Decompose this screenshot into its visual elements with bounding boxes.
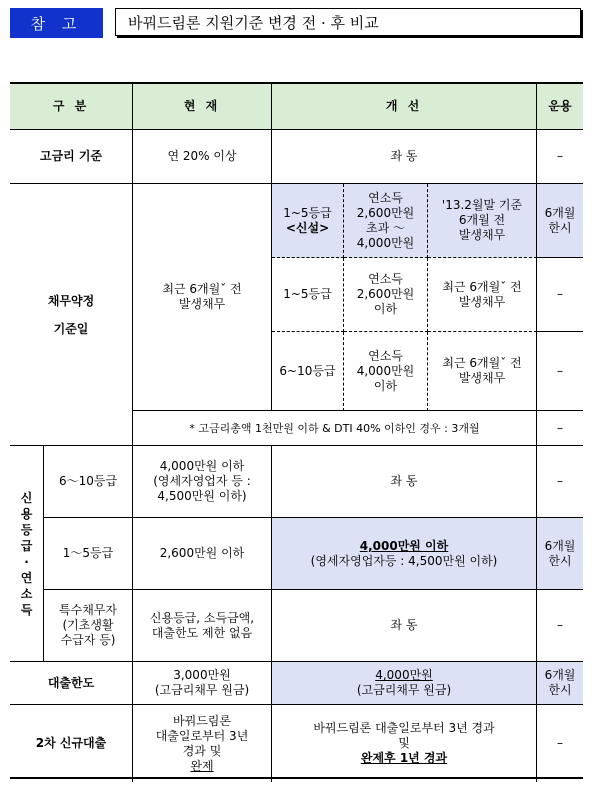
credit-r2-sub: 1～5등급 [44,518,133,590]
debt-sub2-grade: 1~5등급 [272,258,344,332]
debt-sub3-grade: 6~10등급 [272,332,344,411]
header-improved: 개 선 [272,84,537,130]
header-current: 현 재 [133,84,272,130]
credit-r1-operation: – [537,446,583,518]
loan-limit-label: 대출한도 [10,662,133,705]
debt-sub2-condition: 최근 6개월ˇ 전 발생채무 [428,258,537,332]
title-bar [10,8,583,38]
debt-sub1-operation: 6개월 한시 [537,184,583,258]
credit-r2-current: 2,600만원 이하 [133,518,272,590]
credit-r3-operation: – [537,590,583,662]
credit-r2-operation: 6개월 한시 [537,518,583,590]
debt-sub3-condition: 최근 6개월ˇ 전 발생채무 [428,332,537,411]
high-rate-improved: 좌 동 [272,130,537,184]
credit-r1-improved: 좌 동 [272,446,537,518]
header-operation: 운용 [537,84,583,130]
debt-note: * 고금리총액 1천만원 이하 & DTI 40% 이하인 경우 : 3개월 [133,411,537,446]
second-loan-operation: – [557,736,563,750]
debt-sub2-income: 연소득 2,600만원 이하 [344,258,428,332]
credit-income-group-label: 신 용 등 급 · 연 소 득 [10,446,44,662]
credit-r2-improved: 4,000만원 이하 (영세자영업자등 : 4,500만원 이하) [272,518,537,590]
debt-sub1-grade: 1~5등급 <신설> [272,184,344,258]
high-rate-current: 연 20% 이상 [133,130,272,184]
header-category: 구 분 [10,84,133,130]
reference-tag: 참 고 [10,8,103,38]
high-rate-operation: – [537,130,583,184]
loan-limit-operation: 6개월 한시 [537,662,583,705]
credit-r3-current: 신용등급, 소득금액, 대출한도 제한 없음 [133,590,272,662]
debt-sub3-income: 연소득 4,000만원 이하 [344,332,428,411]
debt-sub2-operation: – [537,258,583,332]
debt-date-current: 최근 6개월ˇ 전 발생채무 [133,184,272,411]
debt-sub1-income: 연소득 2,600만원 초과 ～ 4,000만원 [344,184,428,258]
comparison-table [10,82,583,779]
page-title: 바꿔드림론 지원기준 변경 전 · 후 비교 [115,8,581,36]
second-loan-improved: 바꿔드림론 대출일로부터 3년 경과 및 완제후 1년 경과 [272,705,537,782]
loan-limit-current: 3,000만원 (고금리채무 원금) [133,662,272,705]
credit-r3-sub: 특수채무자 (기초생활 수급자 등) [44,590,133,662]
credit-r1-current: 4,000만원 이하 (영세자영업자 등 : 4,500만원 이하) [133,446,272,518]
debt-date-label: 채무약정 기준일 [10,184,133,446]
second-loan-label: 2차 신규대출 [10,705,133,782]
second-loan-current: 바꿔드림론 대출일로부터 3년 경과 및 완제 [133,705,272,782]
debt-sub1-condition: '13.2월말 기준 6개월 전 발생채무 [428,184,537,258]
loan-limit-improved: 4,000만원 (고금리채무 원금) [272,662,537,705]
credit-r1-sub: 6～10등급 [44,446,133,518]
debt-sub3-operation: – [537,332,583,411]
high-rate-label: 고금리 기준 [10,130,133,184]
credit-r3-improved: 좌 동 [272,590,537,662]
debt-note-operation: – [537,411,583,446]
